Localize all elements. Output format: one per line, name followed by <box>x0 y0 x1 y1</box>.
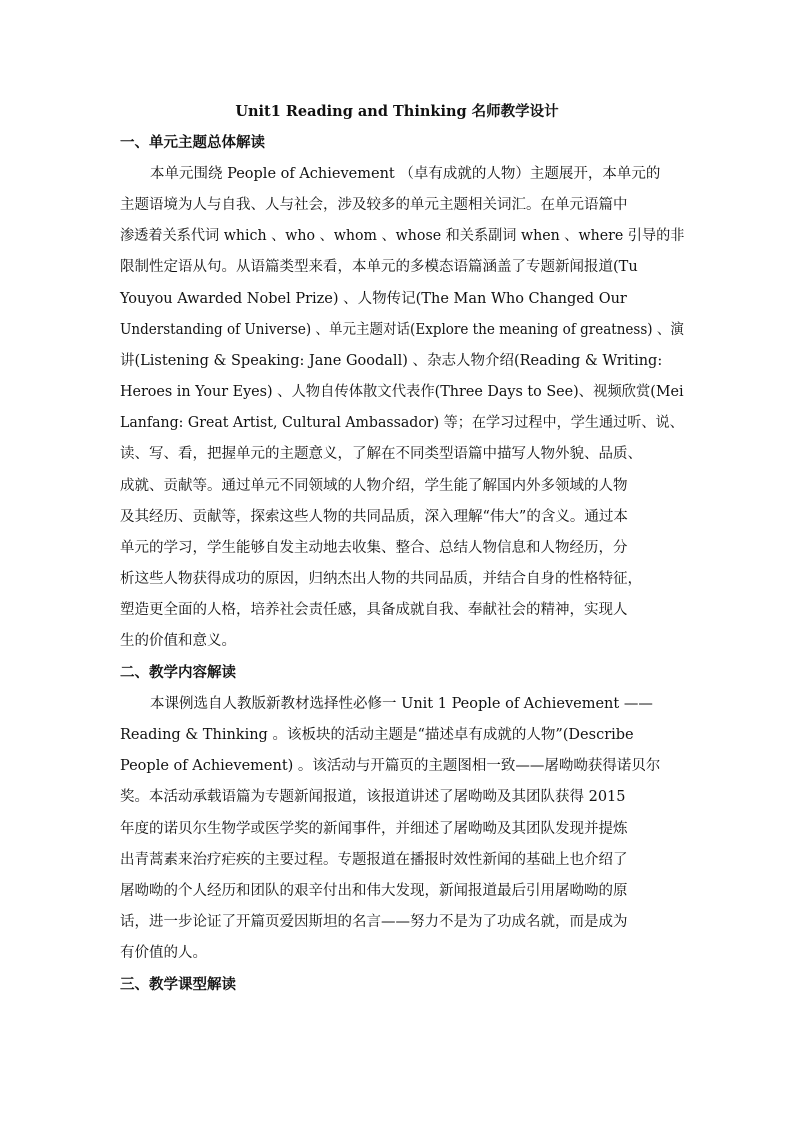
paragraph-line: 限制性定语从句。从语篇类型来看，本单元的多模态语篇涵盖了专题新闻报道(Tu <box>120 259 638 275</box>
paragraph-line: 本单元围绕 People of Achievement （卓有成就的人物）主题展开，本单元的 <box>150 166 661 182</box>
paragraph-line: 渗透着关系代词 which 、who 、whom 、whose 和关系副词 when 、where 引导的非 <box>120 228 685 244</box>
section-heading-3: 三、教学课型解读 <box>120 976 236 993</box>
paragraph-line: 讲(Listening & Speaking: Jane Goodall) 、杂志人物介绍(Reading & Writing: <box>120 353 663 369</box>
paragraph-line: 屠呦呦的个人经历和团队的艰辛付出和伟大发现，新闻报道最后引用屠呦呦的原 <box>120 883 628 899</box>
paragraph-line: Reading & Thinking 。该板块的活动主题是“描述卓有成就的人物”(Describe <box>120 727 634 743</box>
paragraph-line: Understanding of Universe) 、单元主题对话(Explore the meaning of greatness) 、演 <box>120 322 684 338</box>
paragraph-line: 本课例选自人教版新教材选择性必修一 Unit 1 People of Achievement —— <box>150 696 653 712</box>
paragraph-line: Lanfang: Great Artist, Cultural Ambassador) 等；在学习过程中，学生通过听、说、 <box>120 415 684 431</box>
paragraph-line: Heroes in Your Eyes) 、人物自传体散文代表作(Three Days to See)、视频欣赏(Mei <box>120 384 684 400</box>
paragraph-line: 奖。本活动承载语篇为专题新闻报道，该报道讲述了屠呦呦及其团队获得 2015 <box>120 789 626 805</box>
paragraph-line: 有价值的人。 <box>120 945 207 961</box>
paragraph-line: 成就、贡献等。通过单元不同领域的人物介绍，学生能了解国内外多领域的人物 <box>120 478 628 494</box>
paragraph-line: 析这些人物获得成功的原因，归纳杰出人物的共同品质，并结合自身的性格特征， <box>120 571 642 587</box>
paragraph-line: 塑造更全面的人格，培养社会责任感，具备成就自我、奉献社会的精神，实现人 <box>120 602 628 618</box>
document-title: Unit1 Reading and Thinking 名师教学设计 <box>235 103 559 120</box>
section-heading-2: 二、教学内容解读 <box>120 664 236 681</box>
section-heading-1: 一、单元主题总体解读 <box>120 134 265 151</box>
paragraph-line: Youyou Awarded Nobel Prize) 、人物传记(The Man Who Changed Our <box>120 291 627 307</box>
paragraph-line: 出青蒿素来治疗疟疾的主要过程。专题报道在播报时效性新闻的基础上也介绍了 <box>120 852 628 868</box>
paragraph-line: 及其经历、贡献等，探索这些人物的共同品质，深入理解“伟大”的含义。通过本 <box>120 509 628 525</box>
paragraph-line: 话，进一步论证了开篇页爱因斯坦的名言——努力不是为了功成名就，而是成为 <box>120 914 628 930</box>
paragraph-line: 年度的诺贝尔生物学或医学奖的新闻事件，并细述了屠呦呦及其团队发现并提炼 <box>120 821 628 837</box>
paragraph-line: 主题语境为人与自我、人与社会，涉及较多的单元主题相关词汇。在单元语篇中 <box>120 197 628 213</box>
paragraph-line: 单元的学习，学生能够自发主动地去收集、整合、总结人物信息和人物经历，分 <box>120 540 628 556</box>
paragraph-line: 读、写、看，把握单元的主题意义，了解在不同类型语篇中描写人物外貌、品质、 <box>120 446 642 462</box>
paragraph-line: 生的价值和意义。 <box>120 633 236 649</box>
paragraph-line: People of Achievement) 。该活动与开篇页的主题图相一致——屠呦呦获得诺贝尔 <box>120 758 661 774</box>
